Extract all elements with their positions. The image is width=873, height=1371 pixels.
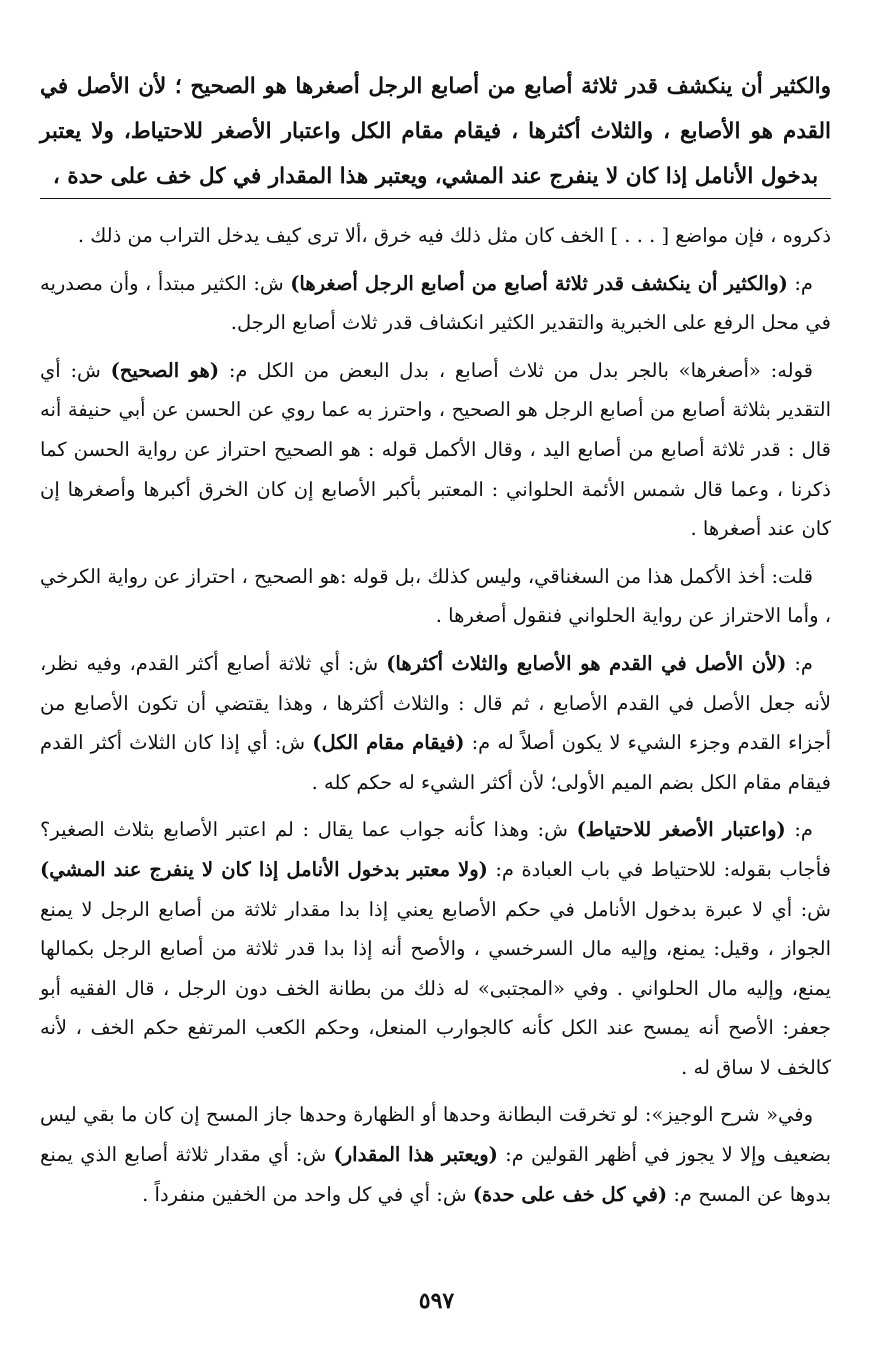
matn-quote: (والكثير أن ينكشف قدر ثلاثة أصابع من أصابع الرجل أصغرها) <box>290 271 788 295</box>
commentary-paragraph-6 <box>40 810 831 1087</box>
text-segment: وفي« شرح الوجيز»: لو تخرقت البطانة وحدها أو الظهارة وحدها جاز المسح إن كان ما بقي ليس بضعيف وإلا لا يجوز في أظهر القولين م: <box>40 1103 831 1167</box>
commentary-paragraph-5 <box>40 644 831 802</box>
matn-quote: (في كل خف على حدة) <box>472 1182 668 1206</box>
matn-quote: (فيقام مقام الكل) <box>312 731 465 755</box>
page-number: ٥٩٧ <box>418 1288 455 1314</box>
text-segment: ش: أي مقدار ثلاثة أصابع الذي يمنع بدوها عن المسح م: <box>40 1143 831 1206</box>
text-segment: م: <box>786 651 814 675</box>
text-segment: ش: أي ثلاثة أصابع أكثر القدم، وفيه نظر، لأنه جعل الأصل في القدم الأصابع ، ثم قال : والثلاث أكثرها ، وهذا يقتضي أن تكون الأصابع من أجزاء القدم وجزء الشيء لا يكون أصلاً له م: <box>40 651 831 755</box>
matn-quote: (لأن الأصل في القدم هو الأصابع والثلاث أكثرها) <box>386 651 787 675</box>
separator-rule <box>40 198 831 199</box>
matn-quote: (ولا معتبر بدخول الأنامل إذا كان لا ينفرج عند المشي) <box>40 857 488 881</box>
commentary-paragraph-2 <box>40 264 831 343</box>
text-segment: م: <box>785 818 814 842</box>
commentary-paragraph-3 <box>40 351 831 549</box>
text-segment: م: <box>787 271 813 295</box>
text-segment: ش: أي في كل واحد من الخفين منفرداً . <box>142 1182 473 1206</box>
commentary-paragraph-7 <box>40 1095 831 1214</box>
matn-quote: (هو الصحيح) <box>110 358 220 382</box>
text-segment: ش: أي التقدير بثلاثة أصابع من أصابع الرجل هو الصحيح ، واحترز به عما روي عن الحسن عن أبي حنيفة أنه قال : قدر ثلاثة أصابع من أصابع اليد ، وقال الأكمل قوله : هو الصحيح احتراز عن رواية الحسن كما ذكرنا ، وعما قال شمس الأئمة الحلواني : المعتبر بأكبر الأصابع إن كان الخرق أكبرها وأصغرها إن كان عند أصغرها . <box>40 358 831 541</box>
main-text-block: والكثير أن ينكشف قدر ثلاثة أصابع من أصابع الرجل أصغرها هو الصحيح ؛ لأن الأصل في القدم هو الأصابع ، والثلاث أكثرها ، فيقام مقام الكل واعتبار الأصغر للاحتياط، ولا يعتبر بدخول الأنامل إذا كان لا ينفرج عند المشي، ويعتبر هذا المقدار في كل خف على حدة ، <box>40 74 831 189</box>
commentary-block <box>40 216 831 1222</box>
text-segment: ش: أي إذا كان الثلاث أكثر القدم فيقام مقام الكل بضم الميم الأولى؛ لأن أكثر الشيء له حكم كله . <box>40 731 831 794</box>
matn-quote: (ويعتبر هذا المقدار) <box>333 1143 498 1167</box>
text-segment: ش: أي لا عبرة بدخول الأنامل في حكم الأصابع يعني إذا بدا مقدار ثلاثة من أصابع الرجل لا يمنع الجواز ، وقيل: يمنع، وإليه مال السرخسي ، والأصح أنه إذا بدا قدر ثلاثة من أصابع الرجل بكمالها يمنع، وإليه مال الحلواني . وفي «المجتبى» له ذلك من بطانة الخف دون الرجل ، قال الفقيه أبو جعفر: الأصح أنه يمسح عند الكل كأنه كالجوارب المنعل، وحكم الكعب المرتفع حكم الخف ، لأنه كالخف لا ساق له . <box>40 897 831 1079</box>
commentary-paragraph-4: قلت: أخذ الأكمل هذا من السغناقي، وليس كذلك ،بل قوله :هو الصحيح ، احتراز عن رواية الكرخي ، وأما الاحتراز عن رواية الحلواني فنقول أصغرها . <box>40 564 831 628</box>
text-segment: ش: الكثير مبتدأ ، وأن مصدريه في محل الرفع على الخبرية والتقدير الكثير انكشاف قدر ثلاث أصابع الرجل. <box>40 271 831 335</box>
text-segment: ش: وهذا كأنه جواب عما يقال : لم اعتبر الأصابع بثلاث الصغير؟ فأجاب بقوله: للاحتياط في باب العبادة م: <box>40 818 831 881</box>
text-segment: قوله: «أصغرها» بالجر بدل من ثلاث أصابع ، بدل البعض من الكل م: <box>219 358 813 382</box>
matn-quote: (واعتبار الأصغر للاحتياط) <box>576 818 786 842</box>
commentary-paragraph-1: ذكروه ، فإن مواضع [ . . . ] الخف كان مثل ذلك فيه خرق ،ألا ترى كيف يدخل التراب من ذلك . <box>77 224 831 247</box>
